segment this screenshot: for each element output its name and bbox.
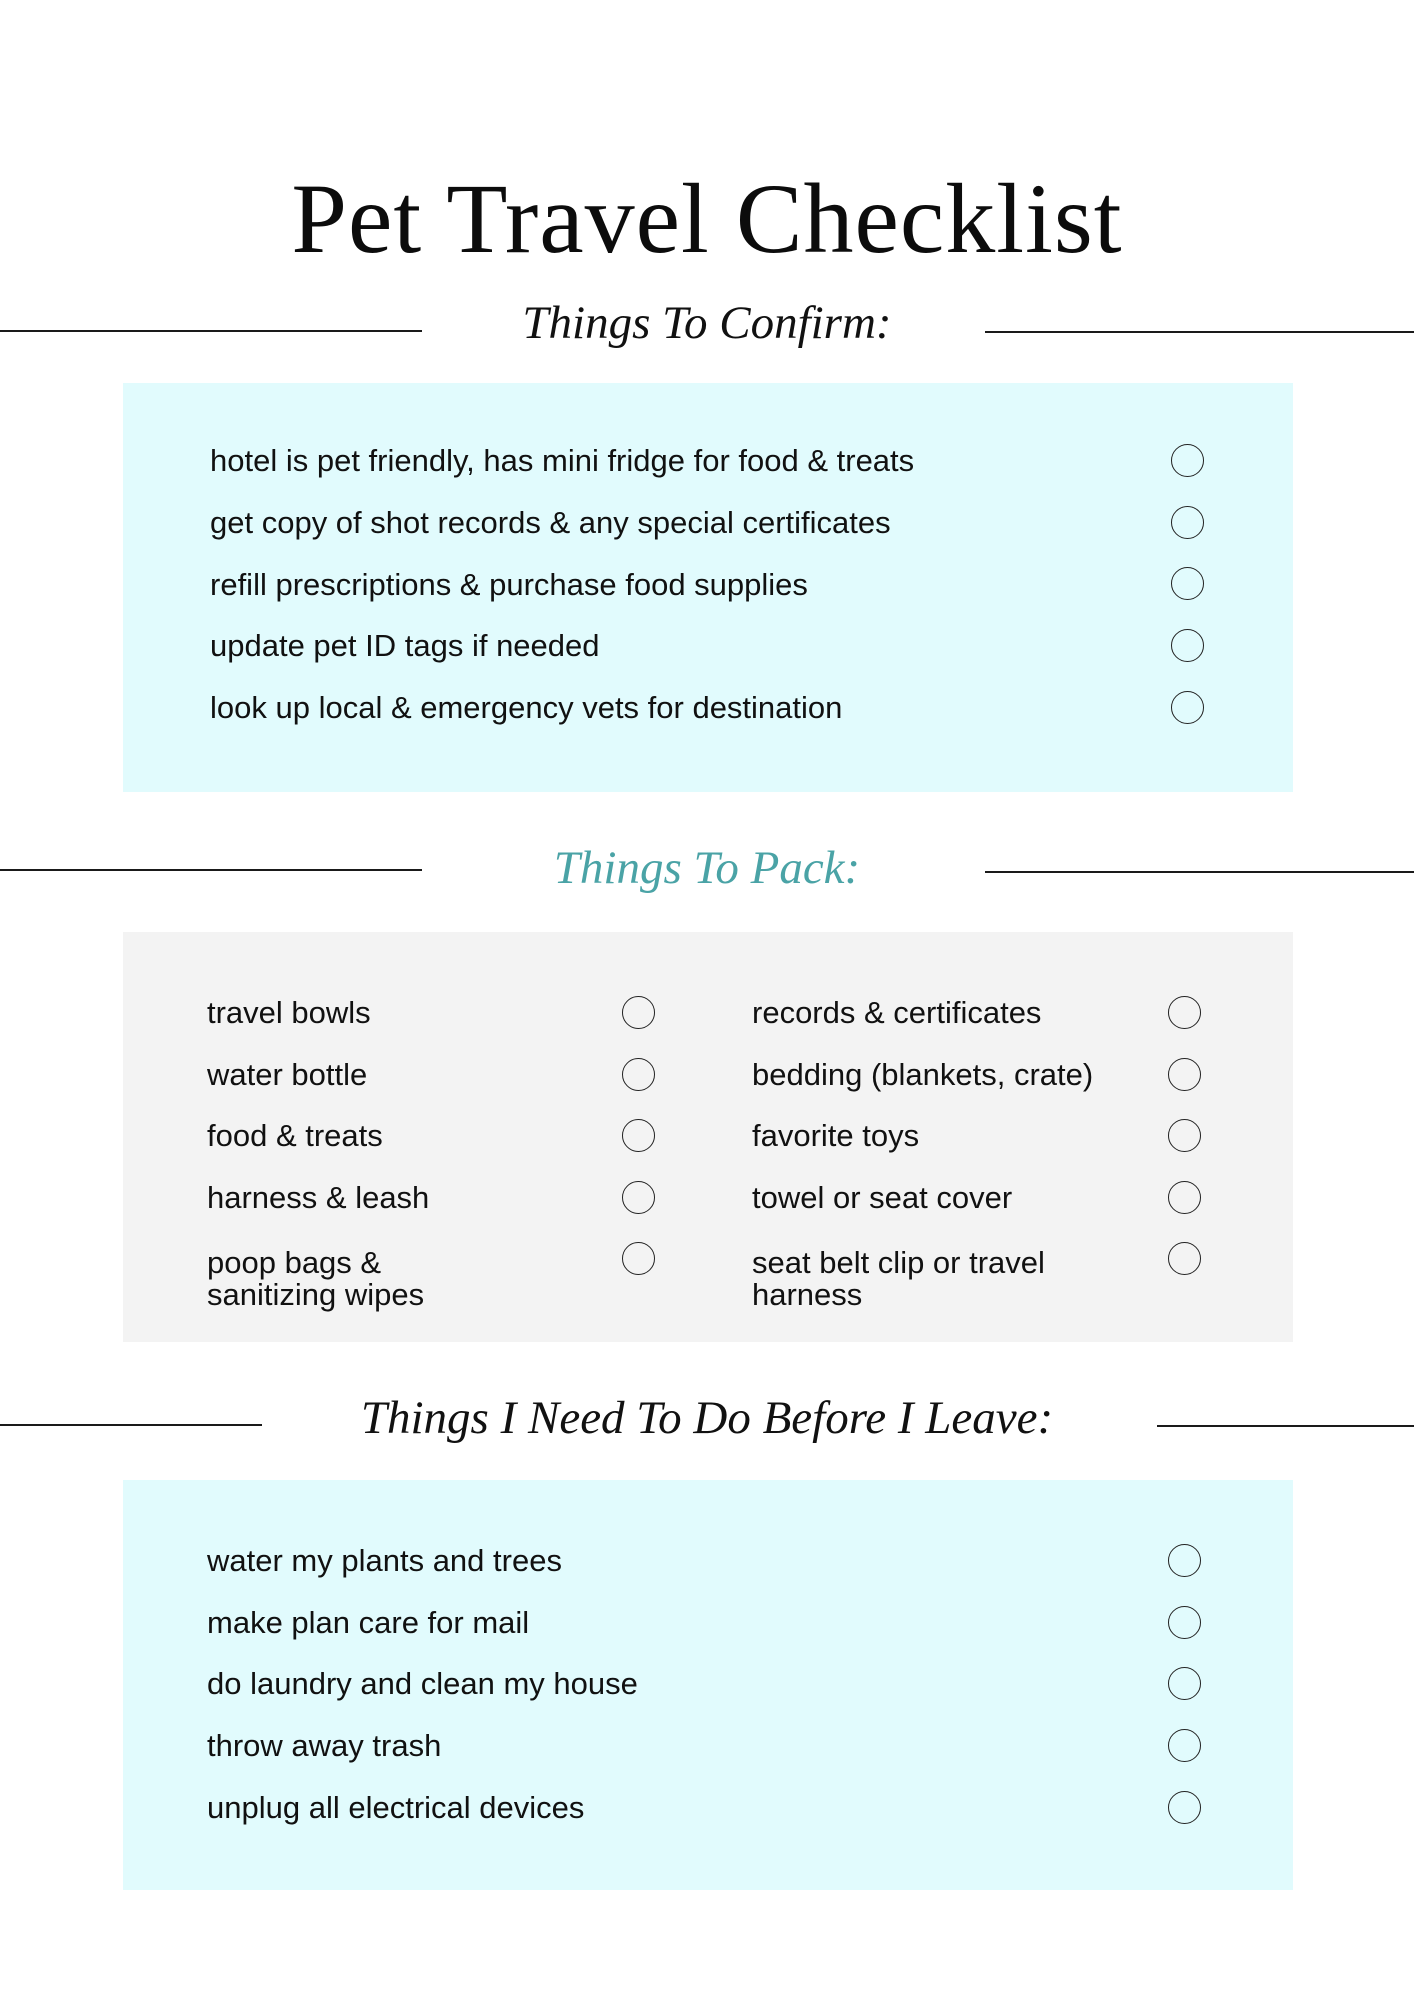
checkbox-circle[interactable] xyxy=(622,996,655,1029)
list-item: hotel is pet friendly, has mini fridge for food & treats xyxy=(210,443,915,478)
checkbox-circle[interactable] xyxy=(1168,1242,1201,1275)
checkbox-circle[interactable] xyxy=(1168,1544,1201,1577)
list-item: do laundry and clean my house xyxy=(207,1666,638,1701)
list-item: update pet ID tags if needed xyxy=(210,628,600,663)
checkbox-circle[interactable] xyxy=(1171,506,1204,539)
list-item: favorite toys xyxy=(752,1118,920,1153)
list-item: seat belt clip or travel harness xyxy=(752,1245,1045,1312)
list-item: food & treats xyxy=(207,1118,383,1153)
list-item: towel or seat cover xyxy=(752,1180,1013,1215)
list-item: harness & leash xyxy=(207,1180,430,1215)
leave-panel xyxy=(123,1480,1293,1890)
list-item: look up local & emergency vets for destination xyxy=(210,690,843,725)
checkbox-circle[interactable] xyxy=(1168,1729,1201,1762)
checkbox-circle[interactable] xyxy=(622,1119,655,1152)
checkbox-circle[interactable] xyxy=(1168,1667,1201,1700)
list-item: unplug all electrical devices xyxy=(207,1790,585,1825)
list-item: refill prescriptions & purchase food supplies xyxy=(210,567,808,602)
checkbox-circle[interactable] xyxy=(1168,996,1201,1029)
list-item: records & certificates xyxy=(752,995,1042,1030)
list-item: throw away trash xyxy=(207,1728,442,1763)
page-title: Pet Travel Checklist xyxy=(291,163,1123,274)
list-item: bedding (blankets, crate) xyxy=(752,1057,1094,1092)
checkbox-circle[interactable] xyxy=(1171,691,1204,724)
checkbox-circle[interactable] xyxy=(1168,1606,1201,1639)
checkbox-circle[interactable] xyxy=(1168,1058,1201,1091)
checkbox-circle[interactable] xyxy=(1168,1791,1201,1824)
checkbox-circle[interactable] xyxy=(1168,1181,1201,1214)
section-heading-confirm: Things To Confirm: xyxy=(522,297,892,349)
list-item: water bottle xyxy=(207,1057,368,1092)
section-heading-leave: Things I Need To Do Before I Leave: xyxy=(360,1392,1054,1444)
list-item: get copy of shot records & any special certificates xyxy=(210,505,891,540)
checkbox-circle[interactable] xyxy=(1171,444,1204,477)
checkbox-circle[interactable] xyxy=(622,1058,655,1091)
list-item: water my plants and trees xyxy=(207,1543,562,1578)
list-item: poop bags & sanitizing wipes xyxy=(207,1245,425,1312)
checkbox-circle[interactable] xyxy=(622,1181,655,1214)
checkbox-circle[interactable] xyxy=(1171,629,1204,662)
pack-panel xyxy=(123,932,1293,1342)
confirm-panel xyxy=(123,383,1293,792)
section-heading-pack: Things To Pack: xyxy=(553,842,861,894)
list-item: make plan care for mail xyxy=(207,1605,530,1640)
checkbox-circle[interactable] xyxy=(622,1242,655,1275)
checkbox-circle[interactable] xyxy=(1168,1119,1201,1152)
checkbox-circle[interactable] xyxy=(1171,567,1204,600)
list-item: travel bowls xyxy=(207,995,371,1030)
